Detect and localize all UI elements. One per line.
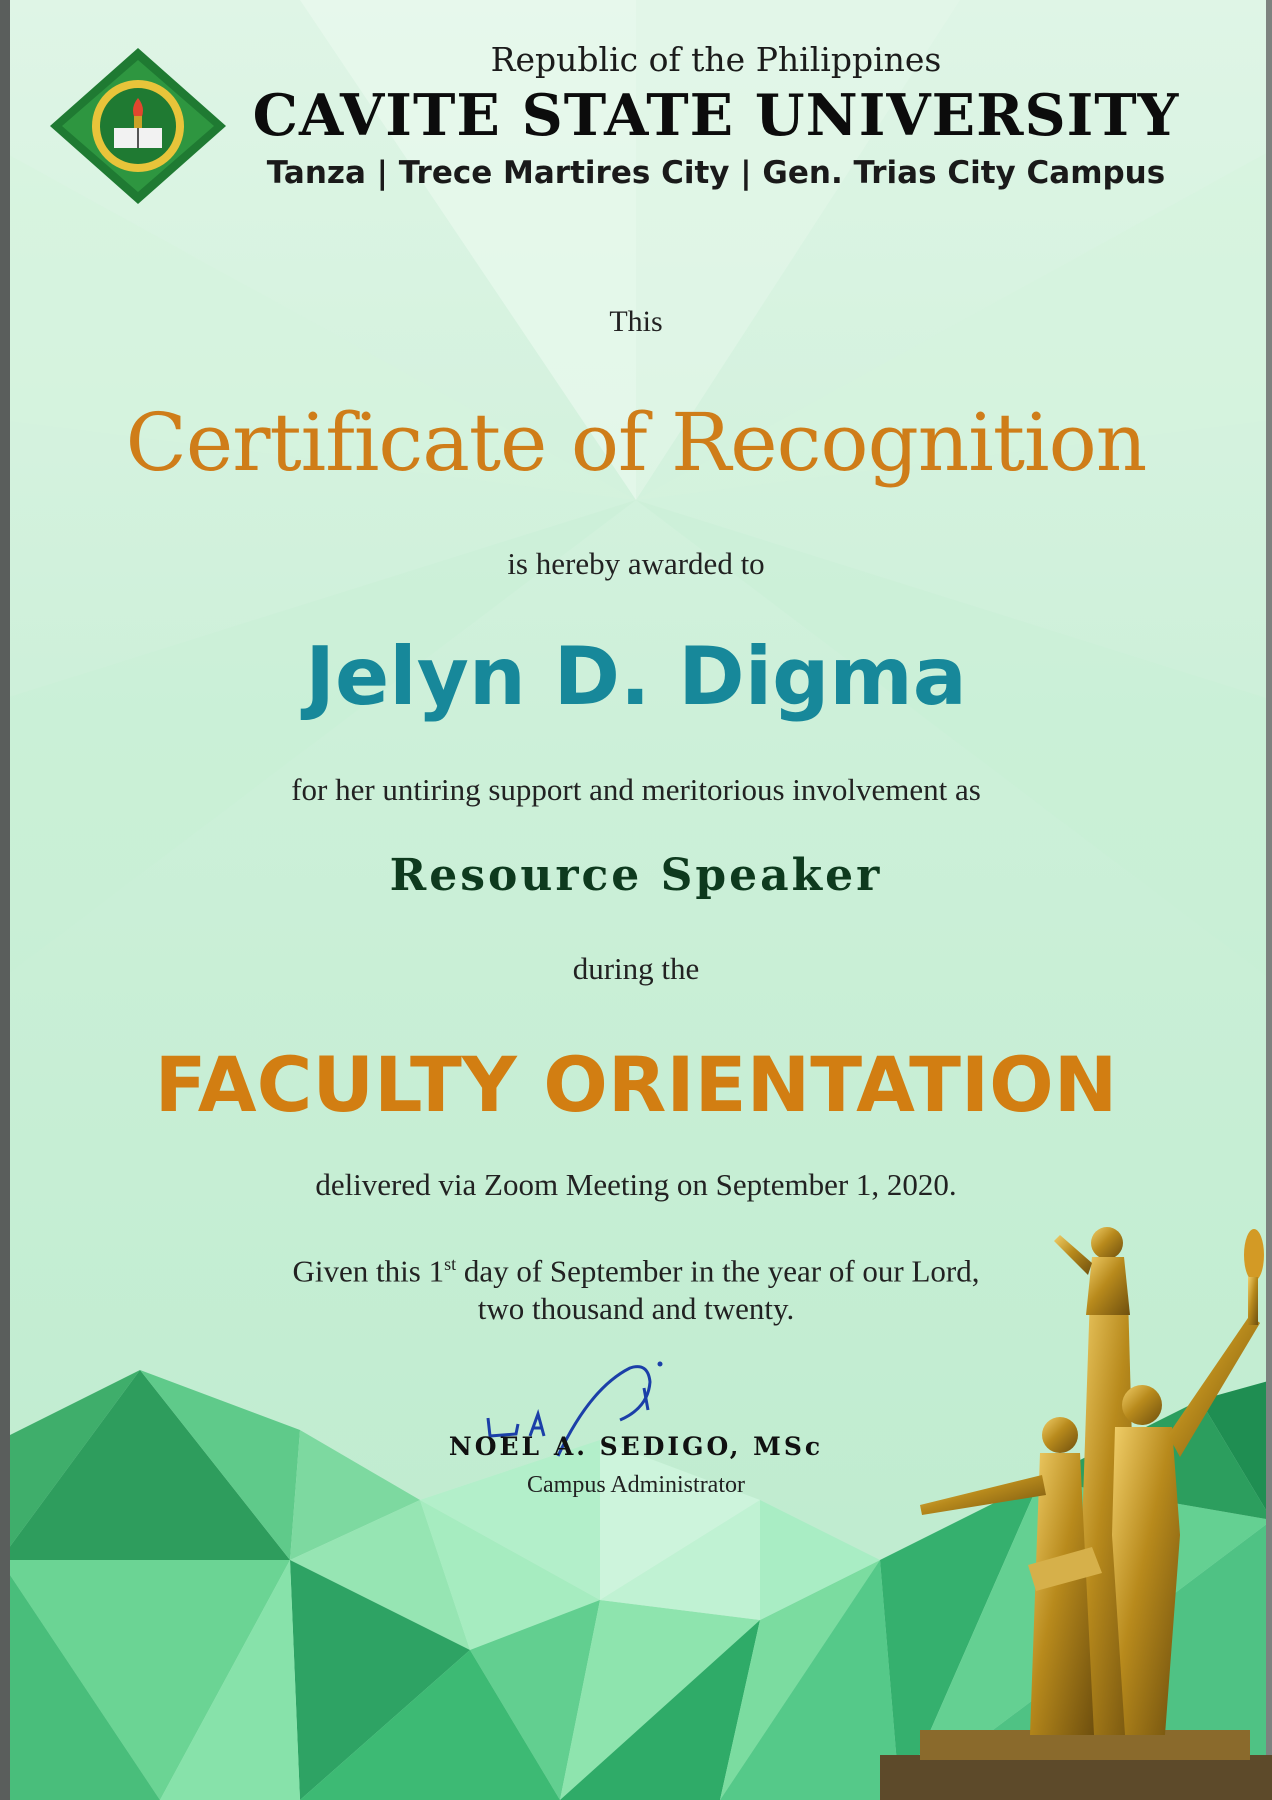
certificate-title: Certificate of Recognition [125,396,1147,489]
reason-text: for her untiring support and meritorious involvement as [291,772,981,807]
campus-list: Tanza | Trece Martires City | Gen. Trias City Campus [266,155,1166,191]
intro-text: This [609,305,663,338]
golden-statue-image [880,1195,1272,1800]
role-title: Resource Speaker [389,850,883,901]
signatory-title: Campus Administrator [527,1472,745,1498]
university-seal-logo [48,46,228,206]
university-name: CAVITE STATE UNIVERSITY [252,82,1180,149]
given-line2: two thousand and twenty. [477,1291,795,1327]
signatory-name: NOEL A. SEDIGO, MSc [448,1432,824,1461]
republic-heading: Republic of the Philippines [490,40,942,79]
given-ordinal: st [444,1254,457,1274]
delivery-text: delivered via Zoom Meeting on September 1, 2020. [315,1167,957,1202]
recipient-name: Jelyn D. Digma [305,630,967,723]
given-suffix: day of September in the year of our Lord, [456,1253,980,1289]
awarded-text: is hereby awarded to [507,546,765,581]
given-prefix: Given this 1 [292,1253,445,1289]
event-title: FACULTY ORIENTATION [154,1040,1118,1129]
during-text: during the [572,951,700,986]
